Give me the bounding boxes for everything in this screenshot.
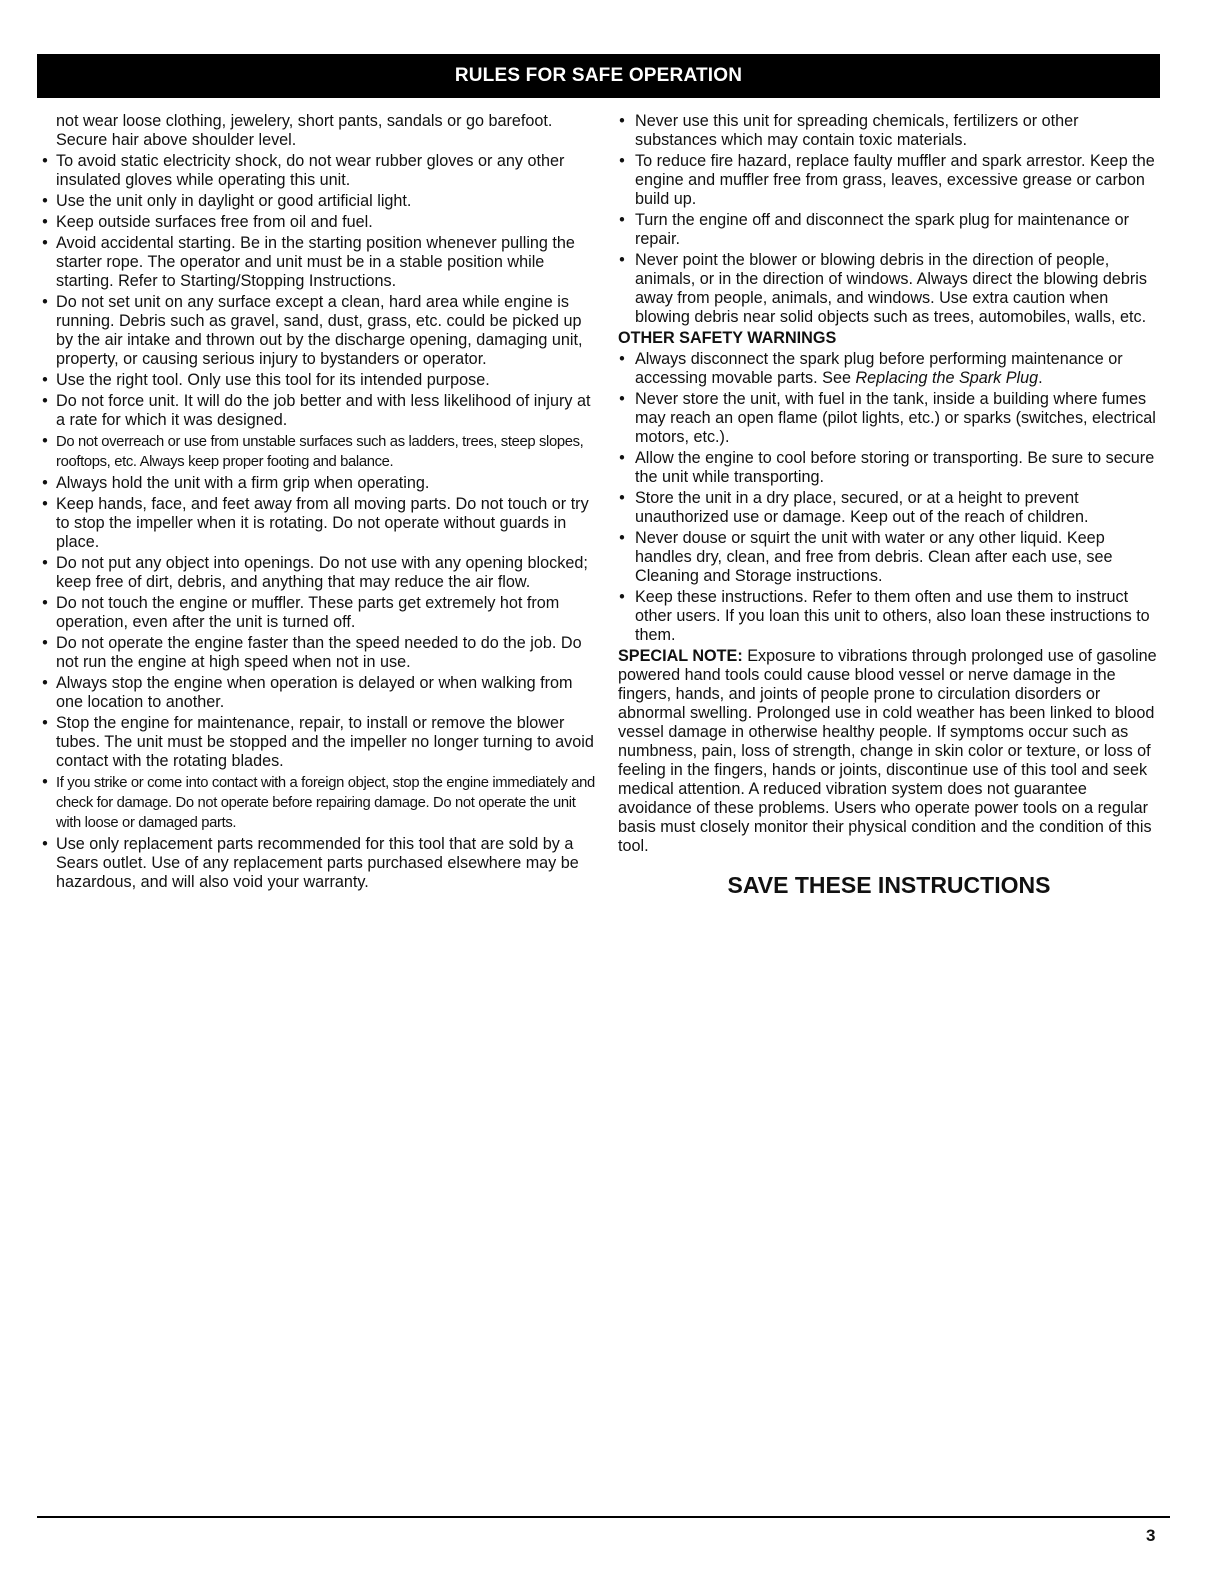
rule-item (38, 371, 598, 390)
bullet-icon: • (42, 293, 48, 311)
rule-text: Never point the blower or blowing debris in the direction of people, animals, or in the direction of windows. Always direct the blowing debris away from people, animals, and windows. Use extra caution when blowing debris near solid objects such as trees, automobiles, walls, etc. (635, 251, 1147, 326)
rule-text: Use the unit only in daylight or good artificial light. (56, 192, 412, 210)
rule-text: Avoid accidental starting. Be in the starting position whenever pulling the starter rope. The operator and unit must be in a stable position while starting. Refer to Starting/Stopping Instructions. (56, 234, 575, 290)
bullet-icon: • (42, 213, 48, 231)
rule-item (38, 192, 598, 211)
bullet-icon: • (42, 554, 48, 572)
bullet-icon: • (42, 392, 48, 410)
rule-item (38, 674, 598, 712)
rule-text: Do not touch the engine or muffler. These parts get extremely hot from operation, even after the unit is turned off. (56, 594, 560, 631)
bullet-icon: • (619, 390, 625, 408)
rule-item (38, 293, 598, 369)
rule-item (600, 529, 1160, 586)
special-note (618, 647, 1160, 856)
rule-item (38, 495, 598, 552)
rule-text: Always stop the engine when operation is delayed or when walking from one location to another. (56, 674, 573, 711)
rule-item (600, 251, 1160, 327)
rule-item (600, 588, 1160, 645)
bullet-icon: • (42, 634, 48, 652)
rule-text: If you strike or come into contact with a foreign object, stop the engine immediately and check for damage. Do not operate before repairing damage. Do not operate the unit with loose or damaged parts. (56, 775, 595, 831)
rule-item (38, 234, 598, 291)
rule-text: Keep hands, face, and feet away from all moving parts. Do not touch or try to stop the impeller when it is rotating. Do not operate without guards in place. (56, 495, 589, 551)
rule-text-end: . (1038, 369, 1043, 387)
other-safety-warnings-heading: OTHER SAFETY WARNINGS (618, 329, 837, 347)
rule-text: Never use this unit for spreading chemicals, fertilizers or other substances which may contain toxic materials. (635, 112, 1079, 149)
bullet-icon: • (619, 489, 625, 507)
bullet-icon: • (42, 773, 48, 791)
rule-text: Do not force unit. It will do the job better and with less likelihood of injury at a rate for which it was designed. (56, 392, 591, 429)
rule-item (600, 449, 1160, 487)
right-column (600, 112, 1160, 898)
other-warnings-list (600, 350, 1160, 645)
section-title: RULES FOR SAFE OPERATION (454, 65, 743, 86)
rule-text: Do not put any object into openings. Do not use with any opening blocked; keep free of dirt, debris, and anything that may reduce the air flow. (56, 554, 588, 591)
rule-item (600, 350, 1160, 388)
rule-item (38, 594, 598, 632)
right-rules-list (600, 112, 1160, 327)
continued-text: not wear loose clothing, jewelery, short pants, sandals or go barefoot. Secure hair above shoulder level. (56, 112, 553, 149)
rule-item (38, 474, 598, 493)
page-number: 3 (1146, 1526, 1156, 1545)
bullet-icon: • (42, 714, 48, 732)
bullet-icon: • (42, 474, 48, 492)
save-instructions-heading: SAVE THESE INSTRUCTIONS (727, 872, 1051, 898)
rule-text: Keep outside surfaces free from oil and fuel. (56, 213, 373, 231)
rule-text: Turn the engine off and disconnect the spark plug for maintenance or repair. (635, 211, 1130, 248)
rule-text: Do not operate the engine faster than the speed needed to do the job. Do not run the engine at high speed when not in use. (56, 634, 582, 671)
rule-text-part: Always disconnect the spark plug before performing maintenance or accessing movable parts. See (635, 350, 1123, 387)
special-note-label: SPECIAL NOTE: (618, 647, 743, 665)
rule-text: To avoid static electricity shock, do not wear rubber gloves or any other insulated gloves while operating this unit. (56, 152, 565, 189)
left-column (38, 112, 598, 894)
rule-text: Stop the engine for maintenance, repair, to install or remove the blower tubes. The unit must be stopped and the impeller no longer turning to avoid contact with the rotating blades. (56, 714, 594, 770)
rule-item (600, 211, 1160, 249)
rule-text: Use only replacement parts recommended for this tool that are sold by a Sears outlet. Use of any replacement parts purchased elsewhere may be hazardous, and will also void your warranty. (56, 835, 579, 891)
rule-text: Store the unit in a dry place, secured, or at a height to prevent unauthorized use or damage. Keep out of the reach of children. (635, 489, 1089, 526)
bullet-icon: • (42, 432, 48, 450)
bullet-icon: • (619, 112, 625, 130)
rule-item (38, 432, 598, 472)
rule-text: Allow the engine to cool before storing or transporting. Be sure to secure the unit while transporting. (635, 449, 1155, 486)
rule-item (38, 554, 598, 592)
rule-item (38, 714, 598, 771)
rule-text (635, 350, 1123, 387)
footer-divider (37, 1516, 1170, 1518)
rule-text: Use the right tool. Only use this tool for its intended purpose. (56, 371, 490, 389)
rule-text: Never store the unit, with fuel in the tank, inside a building where fumes may reach an open flame (pilot lights, etc.) or sparks (switches, electrical motors, etc.). (635, 390, 1156, 446)
rule-item (600, 152, 1160, 209)
bullet-icon: • (619, 251, 625, 269)
rule-item (38, 152, 598, 190)
rule-text: Do not overreach or use from unstable surfaces such as ladders, trees, steep slopes, rooftops, etc. Always keep proper footing and balance. (56, 434, 584, 470)
section-header-bar (37, 54, 1160, 98)
bullet-icon: • (42, 674, 48, 692)
special-note-text: Exposure to vibrations through prolonged use of gasoline powered hand tools could cause blood vessel or nerve damage in the fingers, hands, and joints of people prone to circulation disorders or abnormal swelling. Prolonged use in cold weather has been linked to blood vessel damage in otherwise healthy people. If symptoms occur such as numbness, pain, loss of strength, change in skin color or texture, or loss of feeling in the fingers, hands or joints, discontinue use of this tool and seek medical attention. A reduced vibration system does not guarantee avoidance of these problems. Users who operate power tools on a regular basis must closely monitor their physical condition and the condition of this tool. (618, 647, 1157, 855)
bullet-icon: • (42, 234, 48, 252)
bullet-icon: • (42, 835, 48, 853)
bullet-icon: • (619, 588, 625, 606)
rule-item (600, 489, 1160, 527)
bullet-icon: • (42, 371, 48, 389)
rule-text: Keep these instructions. Refer to them often and use them to instruct other users. If you loan this unit to others, also loan these instructions to them. (635, 588, 1150, 644)
rule-text: Never douse or squirt the unit with water or any other liquid. Keep handles dry, clean, and free from debris. Clean after each use, see Cleaning and Storage instructions. (635, 529, 1113, 585)
bullet-icon: • (619, 211, 625, 229)
rule-text: Do not set unit on any surface except a clean, hard area while engine is running. Debris such as gravel, sand, dust, grass, etc. could be picked up by the air intake and thrown out by the discharge opening, damaging unit, property, or causing serious injury to bystanders or operator. (56, 293, 583, 368)
bullet-icon: • (619, 529, 625, 547)
bullet-icon: • (619, 152, 625, 170)
rule-item (38, 835, 598, 892)
rule-item (600, 390, 1160, 447)
bullet-icon: • (42, 495, 48, 513)
rule-item (38, 392, 598, 430)
rule-item (38, 213, 598, 232)
cross-reference: Replacing the Spark Plug (855, 369, 1039, 387)
bullet-icon: • (619, 350, 625, 368)
bullet-icon: • (42, 594, 48, 612)
left-rules-list (38, 152, 598, 892)
bullet-icon: • (42, 152, 48, 170)
rule-text: Always hold the unit with a firm grip when operating. (56, 474, 430, 492)
rule-text: To reduce fire hazard, replace faulty muffler and spark arrestor. Keep the engine and muffler free from grass, leaves, excessive grease or carbon build up. (635, 152, 1155, 208)
rule-item (600, 112, 1160, 150)
bullet-icon: • (42, 192, 48, 210)
bullet-icon: • (619, 449, 625, 467)
rule-item (38, 634, 598, 672)
rule-item (38, 773, 598, 833)
